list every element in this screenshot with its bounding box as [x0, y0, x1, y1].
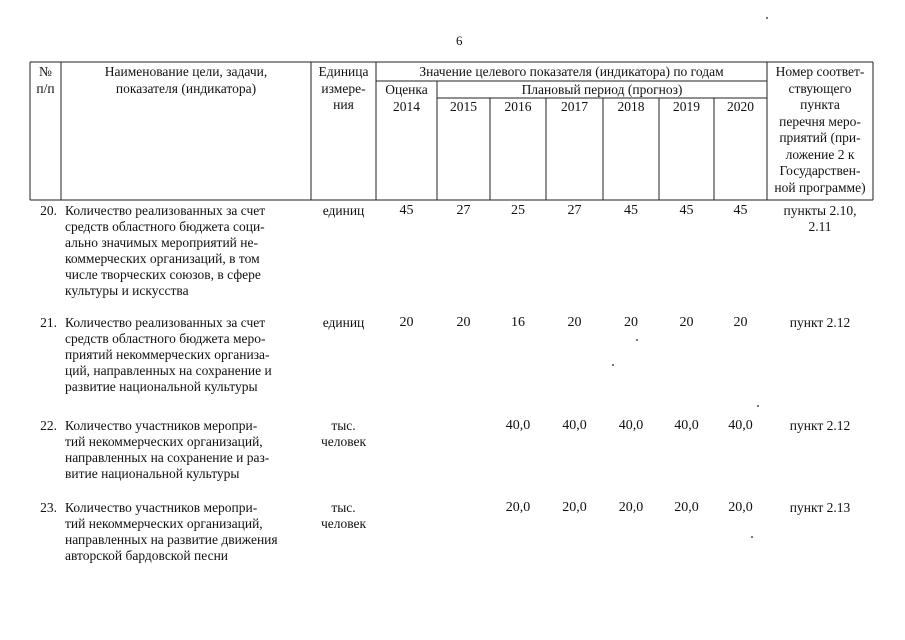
value-2016: 25 [511, 203, 525, 218]
value-2015: 20 [456, 315, 471, 330]
header-ref: Номер соответ- ствующего пункта перечня меро- приятий (при- ложение 2 к Государствен- ной программе) [774, 64, 866, 195]
header-unit: Единица измере- ния [318, 64, 369, 112]
row-name: Количество участников меропри- тий некоммерческих организаций, направленных на развитие движения авторской бардовской песни [65, 500, 278, 563]
value-2018: 20 [624, 315, 638, 330]
value-2017: 20,0 [562, 500, 587, 515]
row-unit: единиц [322, 203, 365, 218]
header-year-2015: 2015 [450, 99, 477, 114]
row-name: Количество участников меропри- тий некоммерческих организаций, направленных на сохранение и раз- витие национальной культуры [65, 418, 270, 481]
value-2017: 20 [567, 315, 582, 330]
row-unit: тыс. человек [320, 500, 367, 531]
row-unit: тыс. человек [320, 418, 367, 449]
scan-speck [766, 17, 768, 19]
value-2014: 20 [399, 315, 414, 330]
row-ref: пункты 2.10, 2.11 [783, 203, 857, 234]
value-2016: 40,0 [505, 418, 531, 433]
value-2014: 45 [399, 203, 414, 218]
page-number: 6 [456, 33, 463, 48]
header-year-2019: 2019 [673, 99, 700, 114]
value-2017: 40,0 [562, 418, 587, 433]
value-2020: 20 [733, 315, 748, 330]
row-number: 21. [40, 315, 57, 330]
row-number: 22. [40, 418, 57, 433]
header-values: Значение целевого показателя (индикатора) по годам [419, 64, 724, 79]
row-name: Количество реализованных за счет средств областного бюджета соци- ально значимых мероприятий не- коммерческих организаций, в том числе творческих союзов, в сфере культуры и искусства [65, 203, 266, 298]
row-unit: единиц [322, 315, 365, 330]
header-estimate: Оценка 2014 [385, 82, 428, 114]
value-2018: 20,0 [618, 500, 644, 515]
value-2019: 45 [679, 203, 694, 218]
value-2015: 27 [456, 203, 471, 218]
header-year-2017: 2017 [561, 99, 588, 114]
scan-speck [757, 405, 759, 407]
header-year-2016: 2016 [504, 99, 532, 114]
row-ref: пункт 2.12 [789, 418, 851, 433]
value-2019: 20 [679, 315, 694, 330]
row-ref: пункт 2.12 [789, 315, 851, 330]
scan-speck [751, 536, 753, 538]
header-name: Наименование цели, задачи, показателя (индикатора) [104, 64, 268, 96]
header-year-2020: 2020 [727, 99, 754, 114]
row-name: Количество реализованных за счет средств областного бюджета меро- приятий некоммерческих организа- ций, направленных на сохранение и развитие национальной культуры [65, 315, 272, 394]
header-year-2018: 2018 [617, 99, 645, 114]
value-2016: 16 [511, 315, 525, 330]
value-2020: 40,0 [728, 418, 753, 433]
value-2018: 40,0 [618, 418, 644, 433]
header-num: № п/п [36, 64, 55, 96]
value-2020: 45 [733, 203, 748, 218]
value-2018: 45 [624, 203, 638, 218]
row-ref: пункт 2.13 [789, 500, 851, 515]
value-2020: 20,0 [728, 500, 753, 515]
value-2016: 20,0 [505, 500, 531, 515]
scan-speck [636, 339, 638, 341]
value-2017: 27 [567, 203, 582, 218]
row-number: 23. [40, 500, 57, 515]
value-2019: 40,0 [674, 418, 699, 433]
header-planned: Плановый период (прогноз) [521, 82, 683, 97]
value-2019: 20,0 [674, 500, 699, 515]
scan-speck [612, 364, 614, 366]
row-number: 20. [40, 203, 57, 218]
